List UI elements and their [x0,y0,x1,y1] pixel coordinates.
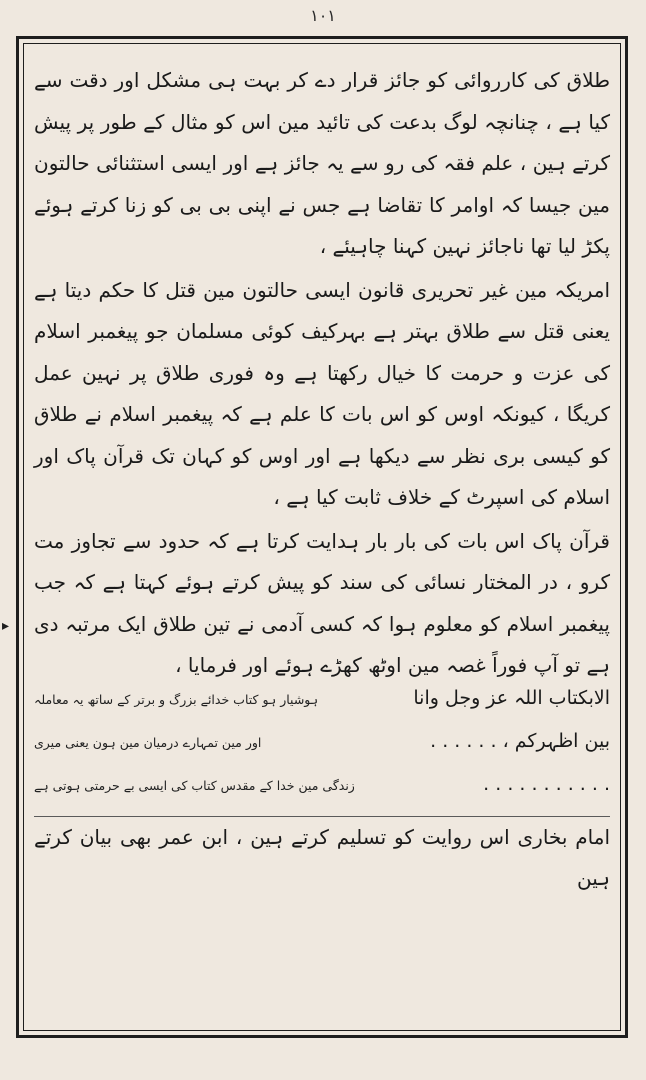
verse-translation: ہوشیار ہو کتاب خدائے بزرگ و برتر کے ساتھ یہ معاملہ [34,691,319,707]
verse-translation: اور مین تمہارے درمیان مین ہون یعنی میری [34,734,262,750]
margin-mark-icon: ▸ [2,618,10,634]
paragraph-1: طلاق کی کارروائی کو جائز قرار دے کر بہت ہی مشکل اور دقت سے کیا ہے ، چنانچہ لوگ بدعت کی تائید مین اس کو مثال کے طور پر پیش کرتے ہین ، علم فقہ کی رو سے یہ جائز ہے اور ایسی استثنائی حالتون مین جیسا کہ اوامر کا تقاضا ہے جس نے اپنی بی بی کو زنا کرتے ہوئے پکڑ لیا تھا ناجائز نہین کہنا چاہیئے ، [34,68,610,258]
paragraph-3: قرآن پاک اس بات کی بار بار ہدایت کرتا ہے کہ حدود سے تجاوز مت کرو ، در المختار نسائی کی سند کو پیش کرتے ہوئے کہتا ہے کہ جب پیغمبر اسلام کو معلوم ہوا کہ کسی آدمی نے تین طلاق ایک مرتبہ دی ہے تو آپ فوراً غصہ مین اوٹھ کھڑے ہوئے اور فرمایا ، [34,528,610,677]
page-number: ۱۰۱ [310,6,336,25]
paragraph-2: امریکہ مین غیر تحریری قانون ایسی حالتون مین قتل کا حکم دیتا ہے یعنی قتل سے طلاق بہتر ہے بہرکیف کوئی مسلمان جو پیغمبر اسلام کی عزت و حرمت کا خیال رکھتا ہے وہ فوری طلاق پر نہین عمل کریگا ، کیونکہ اوس کو اس بات کا علم ہے کہ پیغمبر اسلام نے طلاق کو کیسی بری نظر سے دیکھا ہے اور اوس کو کہان تک قرآن پاک اور اسلام کی اسپرٹ کے خلاف ثابت کیا ہے ، [34,277,610,509]
closing-line: امام بخاری اس روایت کو تسلیم کرتے ہین ، ابن عمر بھی بیان کرتے ہین [34,824,610,890]
verse-arabic: . . . . . . . . . . . [483,772,610,795]
page-body [30,60,614,1020]
verse-line-1 [30,687,614,730]
verse-line-3 [30,773,614,816]
verse-translation: زندگی مین خدا کے مقدس کتاب کی ایسی بے حرمتی ہوتی ہے [34,777,355,793]
verse-line-2 [30,730,614,773]
verse-arabic: الابکتاب اللہ عز وجل وانا [413,686,610,709]
verse-arabic: بین اظہرکم ، . . . . . . [430,729,610,752]
